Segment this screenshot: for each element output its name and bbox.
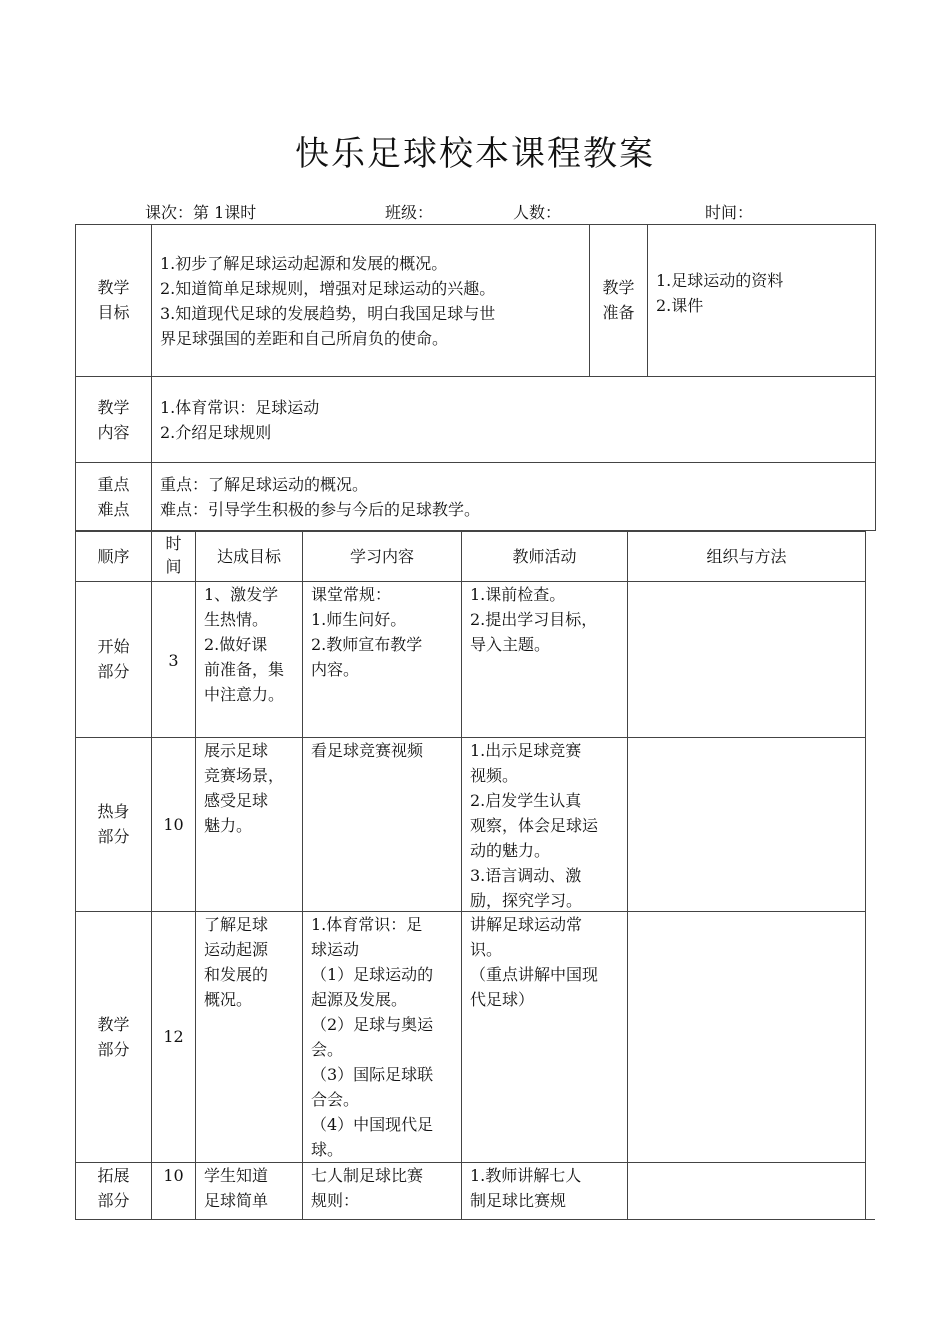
time-field: 时间：	[705, 203, 754, 222]
objective-item: 界足球强国的差距和自己所肩负的使命。	[160, 329, 449, 348]
keypoint-item: 难点：引导学生积极的参与今后的足球教学。	[160, 500, 481, 519]
content-label: 教学 内容	[97, 398, 130, 442]
table-row-part: 拓展 部分	[97, 1166, 130, 1210]
table-row-goal: 了解足球 运动起源 和发展的 概况。	[204, 915, 269, 1009]
header-order: 顺序	[97, 547, 130, 566]
preparation-list	[656, 268, 866, 318]
keypoint-item: 重点：了解足球运动的概况。	[160, 475, 369, 494]
preparation-item: 2.课件	[656, 296, 704, 315]
table-row-time: 10	[163, 1166, 184, 1185]
table-row-goal: 展示足球 竞赛场景， 感受足球 魅力。	[204, 741, 285, 835]
preparation-label: 教学 准备	[602, 278, 635, 322]
table-row-goal: 学生知道 足球简单	[204, 1166, 269, 1210]
header-teacher: 教师活动	[512, 547, 577, 566]
header-goal: 达成目标	[216, 547, 281, 566]
objective-item: 3.知道现代足球的发展趋势，明白我国足球与世	[160, 304, 496, 323]
preparation-item: 1.足球运动的资料	[656, 271, 784, 290]
table-row-teacher: 1.出示足球竞赛 视频。 2.启发学生认真 观察，体会足球运 动的魅力。 3.语言调动、激 励，探究学习。	[470, 741, 599, 910]
lesson-number: 课次：第 1课时	[145, 203, 257, 222]
table-row-time: 10	[163, 815, 184, 834]
content-item: 2.介绍足球规则	[160, 423, 272, 442]
header-learn: 学习内容	[349, 547, 414, 566]
table-row-part: 教学 部分	[97, 1015, 130, 1059]
table-row-teacher: 讲解足球运动常 识。 （重点讲解中国现 代足球）	[470, 915, 599, 1009]
class-field: 班级：	[385, 203, 434, 222]
table-row-learn: 1.体育常识：足 球运动 （1）足球运动的 起源及发展。 （2）足球与奥运 会。 （3）国际足球联 合会。 （4）中国现代足 球。	[311, 915, 434, 1159]
keypoints-label: 重点 难点	[97, 475, 130, 519]
table-row-learn: 七人制足球比赛 规则：	[311, 1166, 424, 1210]
table-row-part: 开始 部分	[97, 637, 130, 681]
objective-item: 1.初步了解足球运动起源和发展的概况。	[160, 254, 448, 273]
table-row-goal: 1、激发学 生热情。 2.做好课 前准备，集 中注意力。	[204, 585, 285, 704]
table-row-teacher: 1.课前检查。 2.提出学习目标， 导入主题。	[470, 585, 598, 654]
table-row-learn: 看足球竞赛视频	[311, 741, 424, 760]
header-organization: 组织与方法	[706, 547, 787, 566]
people-field: 人数：	[513, 203, 562, 222]
table-row-time: 12	[163, 1027, 184, 1046]
objectives-label: 教学 目标	[97, 278, 130, 322]
table-row-part: 热身 部分	[97, 802, 130, 846]
page-title: 快乐足球校本课程教案	[295, 134, 655, 174]
objectives-list	[160, 251, 585, 351]
objective-item: 2.知道简单足球规则，增强对足球运动的兴趣。	[160, 279, 496, 298]
content-list	[160, 395, 860, 445]
header-time: 时 间	[165, 534, 182, 576]
keypoints-list	[160, 472, 860, 522]
content-item: 1.体育常识：足球运动	[160, 398, 320, 417]
table-row-learn: 课堂常规： 1.师生问好。 2.教师宣布教学 内容。	[311, 585, 423, 679]
table-row-teacher: 1.教师讲解七人 制足球比赛规	[470, 1166, 582, 1210]
table-row-time: 3	[168, 651, 179, 670]
